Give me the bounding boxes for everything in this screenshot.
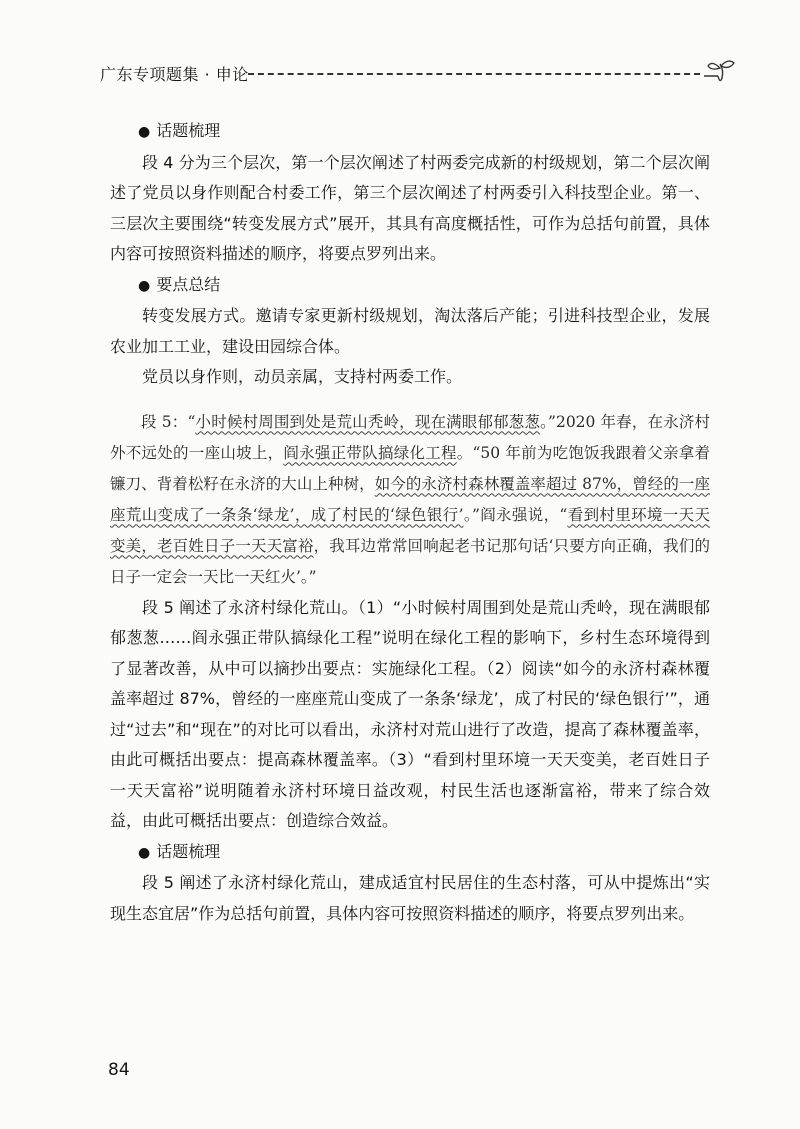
quote-text: 。”阎永强说，“ [463,505,568,524]
quote-text: 。”2020 年春，在永济村外不远处的一座山坡上， [110,412,710,462]
section-heading-summary [110,270,710,302]
header-dashed-rule [248,73,700,75]
quote-highlight: 看到村里环境一天天变美，老百姓日子一天天富裕 [110,505,710,555]
bullet-icon: ● [138,844,151,861]
summary-point-2: 党员以身作则，动员亲属，支持村两委工作。 [142,367,463,386]
quote-highlight: 阎永强正带队搞绿化工程 [283,443,457,462]
summary-point-1: 转变发展方式。邀请专家更新村级规划，淘汰落后产能；引进科技型企业，发展农业加工工业，建设田园综合体。 [110,306,710,356]
page-number: 84 [108,1060,130,1080]
quote-text: 段 5：“ [141,412,196,431]
topic-paragraph-4: 段 4 分为三个层次，第一个层次阐述了村两委完成新的村级规划，第二个层次阐述了党员以身作则配合村委工作，第三个层次阐述了村两委引入科技型企业。第一、三层次主要围绕“转变发展方式”展开，其具有高度概括性，可作为总括句前置，具体内容可按照资料描述的顺序，将要点罗列出来。 [110,152,710,263]
topic-paragraph-5: 段 5 阐述了永济村绿化荒山，建成适宜村民居住的生态村落，可从中提炼出“实现生态宜居”作为总括句前置，具体内容可按照资料描述的顺序，将要点罗列出来。 [110,873,710,923]
running-header-title: 广东专项题集 · 申论 [100,65,249,84]
bullet-icon: ● [138,124,151,140]
quote-highlight: 小时候村周围到处是荒山秃岭，现在满眼郁郁葱葱 [195,412,541,431]
source-quote-paragraph-5 [110,407,710,593]
analysis-paragraph-5: 段 5 阐述了永济村绿化荒山。（1）“小时候村周围到处是荒山秃岭，现在满眼郁郁葱葱……阎永强正带队搞绿化工程”说明在绿化工程的影响下，乡村生态环境得到了显著改善，从中可以摘抄出要点：实施绿化工程。（2）阅读“如今的永济村森林覆盖率超过 87%，曾经的一座座荒山变成了一条条‘绿龙’，成了村民的‘绿色银行’”，通过“过去”和“现在”的对比可以看出，永济村对荒山进行了改造，提高了森林覆盖率，由此可概括出要点：提高森林覆盖率。（3）“看到村里环境一天天变美，老百姓日子一天天富裕”说明随着永济村环境日益改观，村民生活也逐渐富裕，带来了综合效益，由此可概括出要点：创造综合效益。 [110,597,710,830]
quote-text: ，我耳边常常回响起老书记那句话‘只要方向正确，我们的日子一定会一天比一天红火’。” [110,536,710,586]
section-heading-topic [110,116,710,148]
bullet-icon: ● [138,277,151,294]
section-heading-topic-2 [110,837,710,869]
page-body [110,116,710,929]
section-heading-text: 话题梳理 [156,121,221,140]
section-heading-text: 要点总结 [156,274,221,294]
section-heading-text: 话题梳理 [156,841,221,861]
running-header [100,58,740,88]
quote-highlight: 如今的永济村森林覆盖率超过 87%，曾经的一座座荒山变成了一条条‘绿龙’，成了村民的‘绿色银行’ [110,474,710,524]
quote-text: 。“50 年前为吃饱饭我跟着父亲拿着镰刀、背着松籽在永济的大山上种树， [110,443,710,493]
sprout-icon [700,58,740,86]
